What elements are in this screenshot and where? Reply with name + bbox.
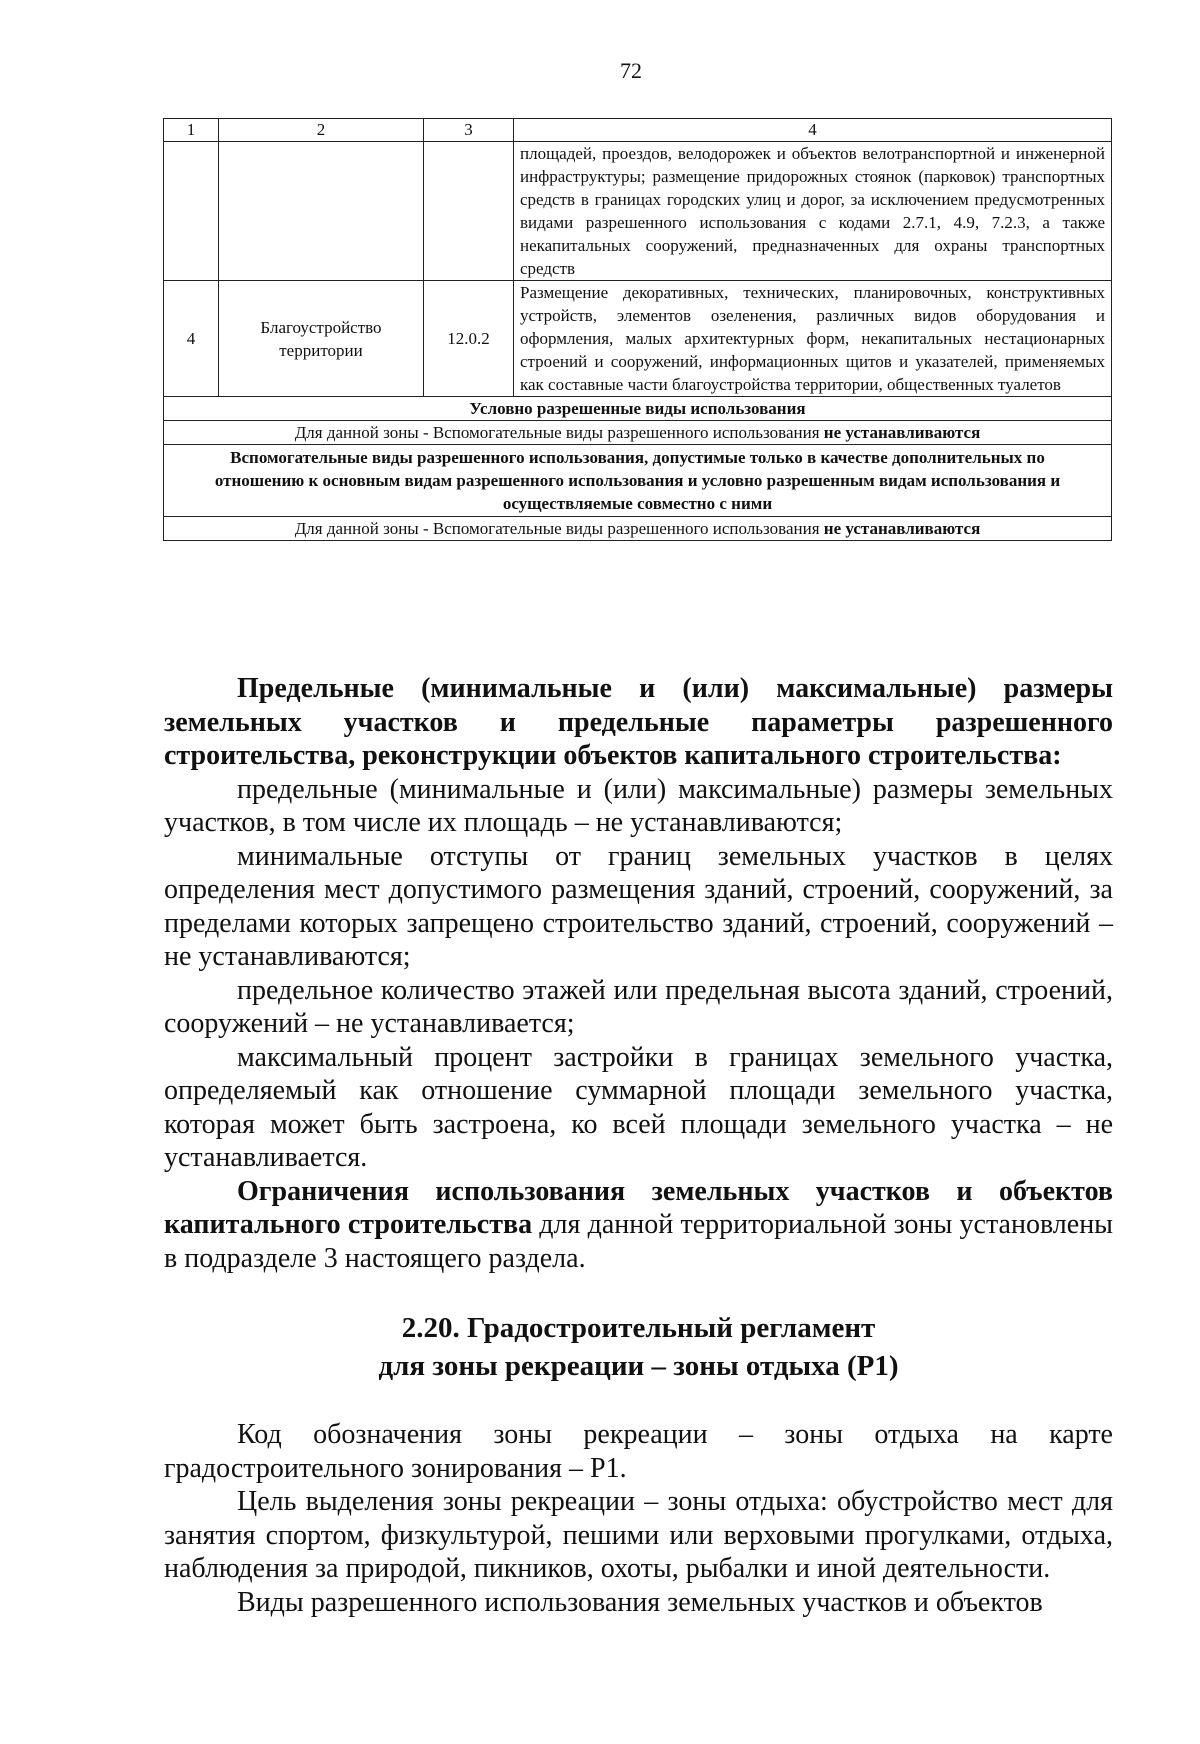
paragraph-coverage: максимальный процент застройки в границах земельного участка, определяемый как отношение суммарной площади земельного участка, которая может быть застроена, ко всей площади земельного участка – не устанавливается. <box>164 1041 1113 1173</box>
row-4-number: 4 <box>164 281 219 397</box>
body-text <box>164 672 1113 1619</box>
table-row-continued <box>164 142 1112 281</box>
header-col-1: 1 <box>164 119 219 142</box>
row-4-code: 12.0.2 <box>424 281 514 397</box>
paragraph-setbacks: минимальные отступы от границ земельных участков в целях определения мест допустимого размещения зданий, строений, сооружений, за пределами которых запрещено строительство зданий, строений, сооружений – не устанавливаются; <box>164 840 1113 972</box>
conditional-note-row <box>164 421 1112 445</box>
header-col-2: 2 <box>219 119 424 142</box>
table-header-row <box>164 119 1112 142</box>
auxiliary-note-bold: не устанавливаются <box>823 519 981 538</box>
land-use-table <box>163 118 1112 541</box>
row-4-name: Благоустройство территории <box>219 281 424 397</box>
auxiliary-heading-row <box>164 445 1112 517</box>
auxiliary-heading: Вспомогательные виды разрешенного использования, допустимые только в качестве дополнительных по отношению к основным видам разрешенного использования и условно разрешенным видам использования и осуществляемые совместно с ними <box>164 445 1112 517</box>
header-col-4: 4 <box>514 119 1112 142</box>
restrictions-bold: Ограничения использования земельных участков и объектов капитального строительства <box>164 1175 1113 1240</box>
section-title <box>164 1309 1113 1385</box>
section-title-line-2: для зоны рекреации – зоны отдыха (Р1) <box>378 1350 899 1382</box>
auxiliary-note-text: Для данной зоны - Вспомогательные виды разрешенного использования <box>294 519 824 538</box>
empty-cell <box>164 142 219 281</box>
conditional-heading-row <box>164 397 1112 421</box>
conditional-note <box>164 421 1112 445</box>
row-4-description: Размещение декоративных, технических, планировочных, конструктивных устройств, элементов озеленения, различных видов оборудования и оформления, малых архитектурных форм, некапитальных нестационарных строений и сооружений, информационных щитов и указателей, применяемых как составные части благоустройства территории, общественных туалетов <box>514 281 1112 397</box>
page-number: 72 <box>620 58 642 83</box>
paragraph-zone-code: Код обозначения зоны рекреации – зоны отдыха на карте градостроительного зонирования – Р1. <box>164 1419 1113 1484</box>
empty-cell <box>424 142 514 281</box>
row-continued-description: площадей, проездов, велодорожек и объектов велотранспортной и инженерной инфраструктуры; размещение придорожных стоянок (парковок) транспортных средств в границах городских улиц и дорог, за исключением предусмотренных видами разрешенного использования с кодами 2.7.1, 4.9, 7.2.3, а также некапитальных сооружений, предназначенных для охраны транспортных средств <box>514 142 1112 281</box>
paragraph-zone-purpose: Цель выделения зоны рекреации – зоны отдыха: обустройство мест для занятия спортом, физкультурой, пешими или верховыми прогулками, отдыха, наблюдения за природой, пикников, охоты, рыбалки и иной деятельности. <box>164 1486 1113 1584</box>
auxiliary-note-row <box>164 517 1112 541</box>
limits-heading: Предельные (минимальные и (или) максимальные) размеры земельных участков и предельные параметры разрешенного строительства, реконструкции объектов капитального строительства: <box>164 673 1113 771</box>
header-col-3: 3 <box>424 119 514 142</box>
restrictions-rest: для данной территориальной зоны установлены в подразделе 3 настоящего раздела. <box>164 1209 1113 1274</box>
conditional-note-text: Для данной зоны - Вспомогательные виды разрешенного использования <box>294 423 824 442</box>
paragraph-plot-sizes: предельные (минимальные и (или) максимальные) размеры земельных участков, в том числе их площадь – не устанавливаются; <box>164 773 1113 838</box>
paragraph-permitted-uses: Виды разрешенного использования земельных участков и объектов <box>237 1586 1043 1618</box>
section-title-line-1: 2.20. Градостроительный регламент <box>401 1312 876 1344</box>
empty-cell <box>219 142 424 281</box>
paragraph-restrictions <box>164 1175 1113 1276</box>
auxiliary-note <box>164 517 1112 541</box>
table-row-4 <box>164 281 1112 397</box>
paragraph-floors: предельное количество этажей или предельная высота зданий, строений, сооружений – не устанавливается; <box>164 974 1113 1039</box>
conditional-note-bold: не устанавливаются <box>823 423 981 442</box>
conditional-heading: Условно разрешенные виды использования <box>164 397 1112 421</box>
